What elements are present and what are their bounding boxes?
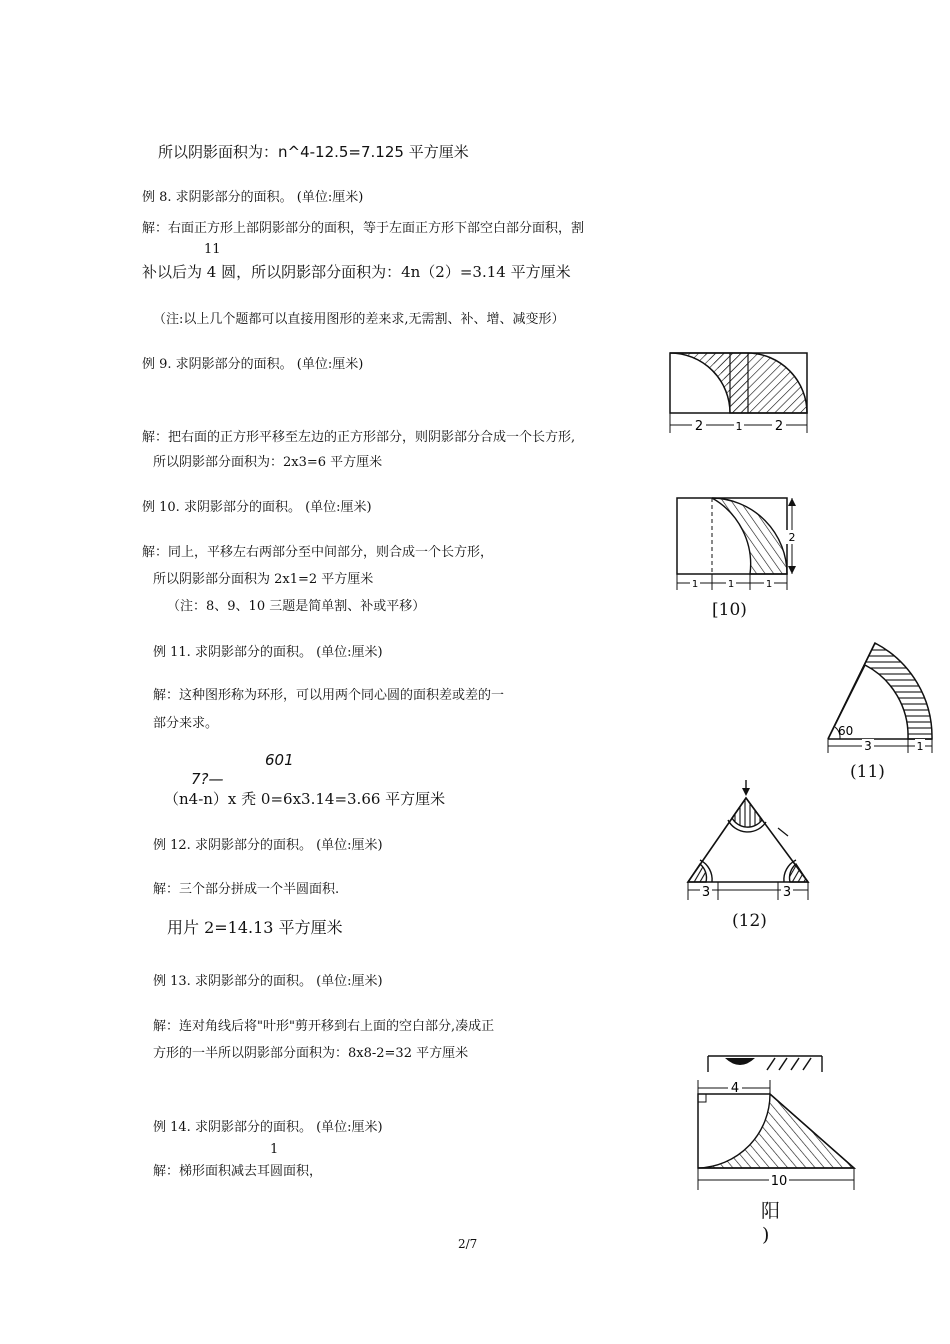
line-result-7: 所以阴影面积为：n^4-12.5=7.125 平方厘米: [158, 143, 469, 161]
figure-14: [692, 1076, 862, 1196]
figure-11-angle: 60: [838, 724, 854, 738]
figure-10-label-a: 1: [691, 579, 699, 590]
example-11-result: （n4-n）x 秃 0=6x3.14=3.66 平方厘米: [164, 790, 446, 808]
example-8-solution-2: 补以后为 4 圆，所以阴影部分面积为：4n（2）=3.14 平方厘米: [142, 263, 571, 281]
example-10-title: 例 10. 求阴影部分的面积。 (单位:厘米): [142, 500, 372, 515]
example-13-solution-2: 方形的一半所以阴影部分面积为：8x8-2=32 平方厘米: [153, 1046, 469, 1061]
example-8-solution-1: 解：右面正方形上部阴影部分的面积，等于左面正方形下部空白部分面积，割: [142, 221, 585, 236]
figure-14-caption-a: 阳: [761, 1200, 781, 1222]
example-9-solution-2: 所以阴影部分面积为：2x3=6 平方厘米: [153, 455, 383, 470]
figure-9: [664, 345, 814, 440]
page-number: 2/7: [458, 1237, 478, 1251]
example-11-title: 例 11. 求阴影部分的面积。 (单位:厘米): [153, 645, 383, 660]
figure-13-partial: [705, 1052, 825, 1076]
figure-9-label-b: 1: [735, 420, 743, 433]
figure-14-label-bottom: 10: [770, 1174, 788, 1189]
example-11-frac-mid: 7?—: [191, 770, 224, 788]
figure-12-label-a: 3: [701, 885, 711, 900]
note-1: （注:以上几个题都可以直接用图形的差来求,无需割、补、增、减变形）: [153, 312, 565, 327]
example-11-frac-top: 601: [265, 751, 294, 769]
figure-11-caption: (11): [850, 762, 885, 782]
figure-11: [818, 635, 940, 760]
figure-9-label-a: 2: [694, 419, 704, 434]
figure-9-label-c: 2: [774, 419, 784, 434]
figure-14-label-top: 4: [730, 1081, 740, 1096]
example-10-solution-1: 解：同上，平移左右两部分至中间部分，则合成一个长方形，: [142, 545, 494, 560]
note-2: （注：8、9、10 三题是简单割、补或平移）: [167, 599, 426, 614]
figure-12-label-b: 3: [782, 885, 792, 900]
figure-11-label-w: 1: [916, 740, 924, 753]
example-11-solution-1: 解：这种图形称为环形，可以用两个同心圆的面积差或差的一: [153, 688, 505, 703]
example-12-result: 用片 2=14.13 平方厘米: [167, 918, 343, 937]
example-14-fraction-num: 1: [270, 1142, 279, 1157]
figure-10-label-c: 1: [765, 579, 773, 590]
figure-11-label-r: 3: [864, 739, 872, 753]
example-12-title: 例 12. 求阴影部分的面积。 (单位:厘米): [153, 838, 383, 853]
example-8-fraction-num: 11: [204, 242, 221, 257]
example-8-title: 例 8. 求阴影部分的面积。 (单位:厘米): [142, 190, 364, 205]
example-10-solution-2: 所以阴影部分面积为 2x1=2 平方厘米: [153, 572, 374, 587]
figure-14-caption-b: ): [762, 1224, 770, 1246]
figure-10-label-b: 1: [727, 579, 735, 590]
figure-10: [672, 490, 812, 595]
figure-10-label-h: 2: [788, 531, 796, 544]
example-9-title: 例 9. 求阴影部分的面积。 (单位:厘米): [142, 357, 364, 372]
example-14-solution: 解：梯形面积减去耳圆面积，: [153, 1164, 323, 1179]
example-11-solution-2: 部分来求。: [153, 716, 219, 731]
figure-10-caption: [10): [712, 600, 747, 620]
example-14-title: 例 14. 求阴影部分的面积。 (单位:厘米): [153, 1120, 383, 1135]
example-9-solution-1: 解：把右面的正方形平移至左边的正方形部分，则阴影部分合成一个长方形,: [142, 430, 576, 445]
example-12-solution: 解：三个部分拼成一个半圆面积.: [153, 882, 340, 897]
figure-12-caption: (12): [732, 911, 767, 931]
example-13-title: 例 13. 求阴影部分的面积。 (单位:厘米): [153, 974, 383, 989]
example-13-solution-1: 解：连对角线后将"叶形"剪开移到右上面的空白部分,凑成正: [153, 1019, 495, 1034]
figure-12: [678, 776, 828, 906]
